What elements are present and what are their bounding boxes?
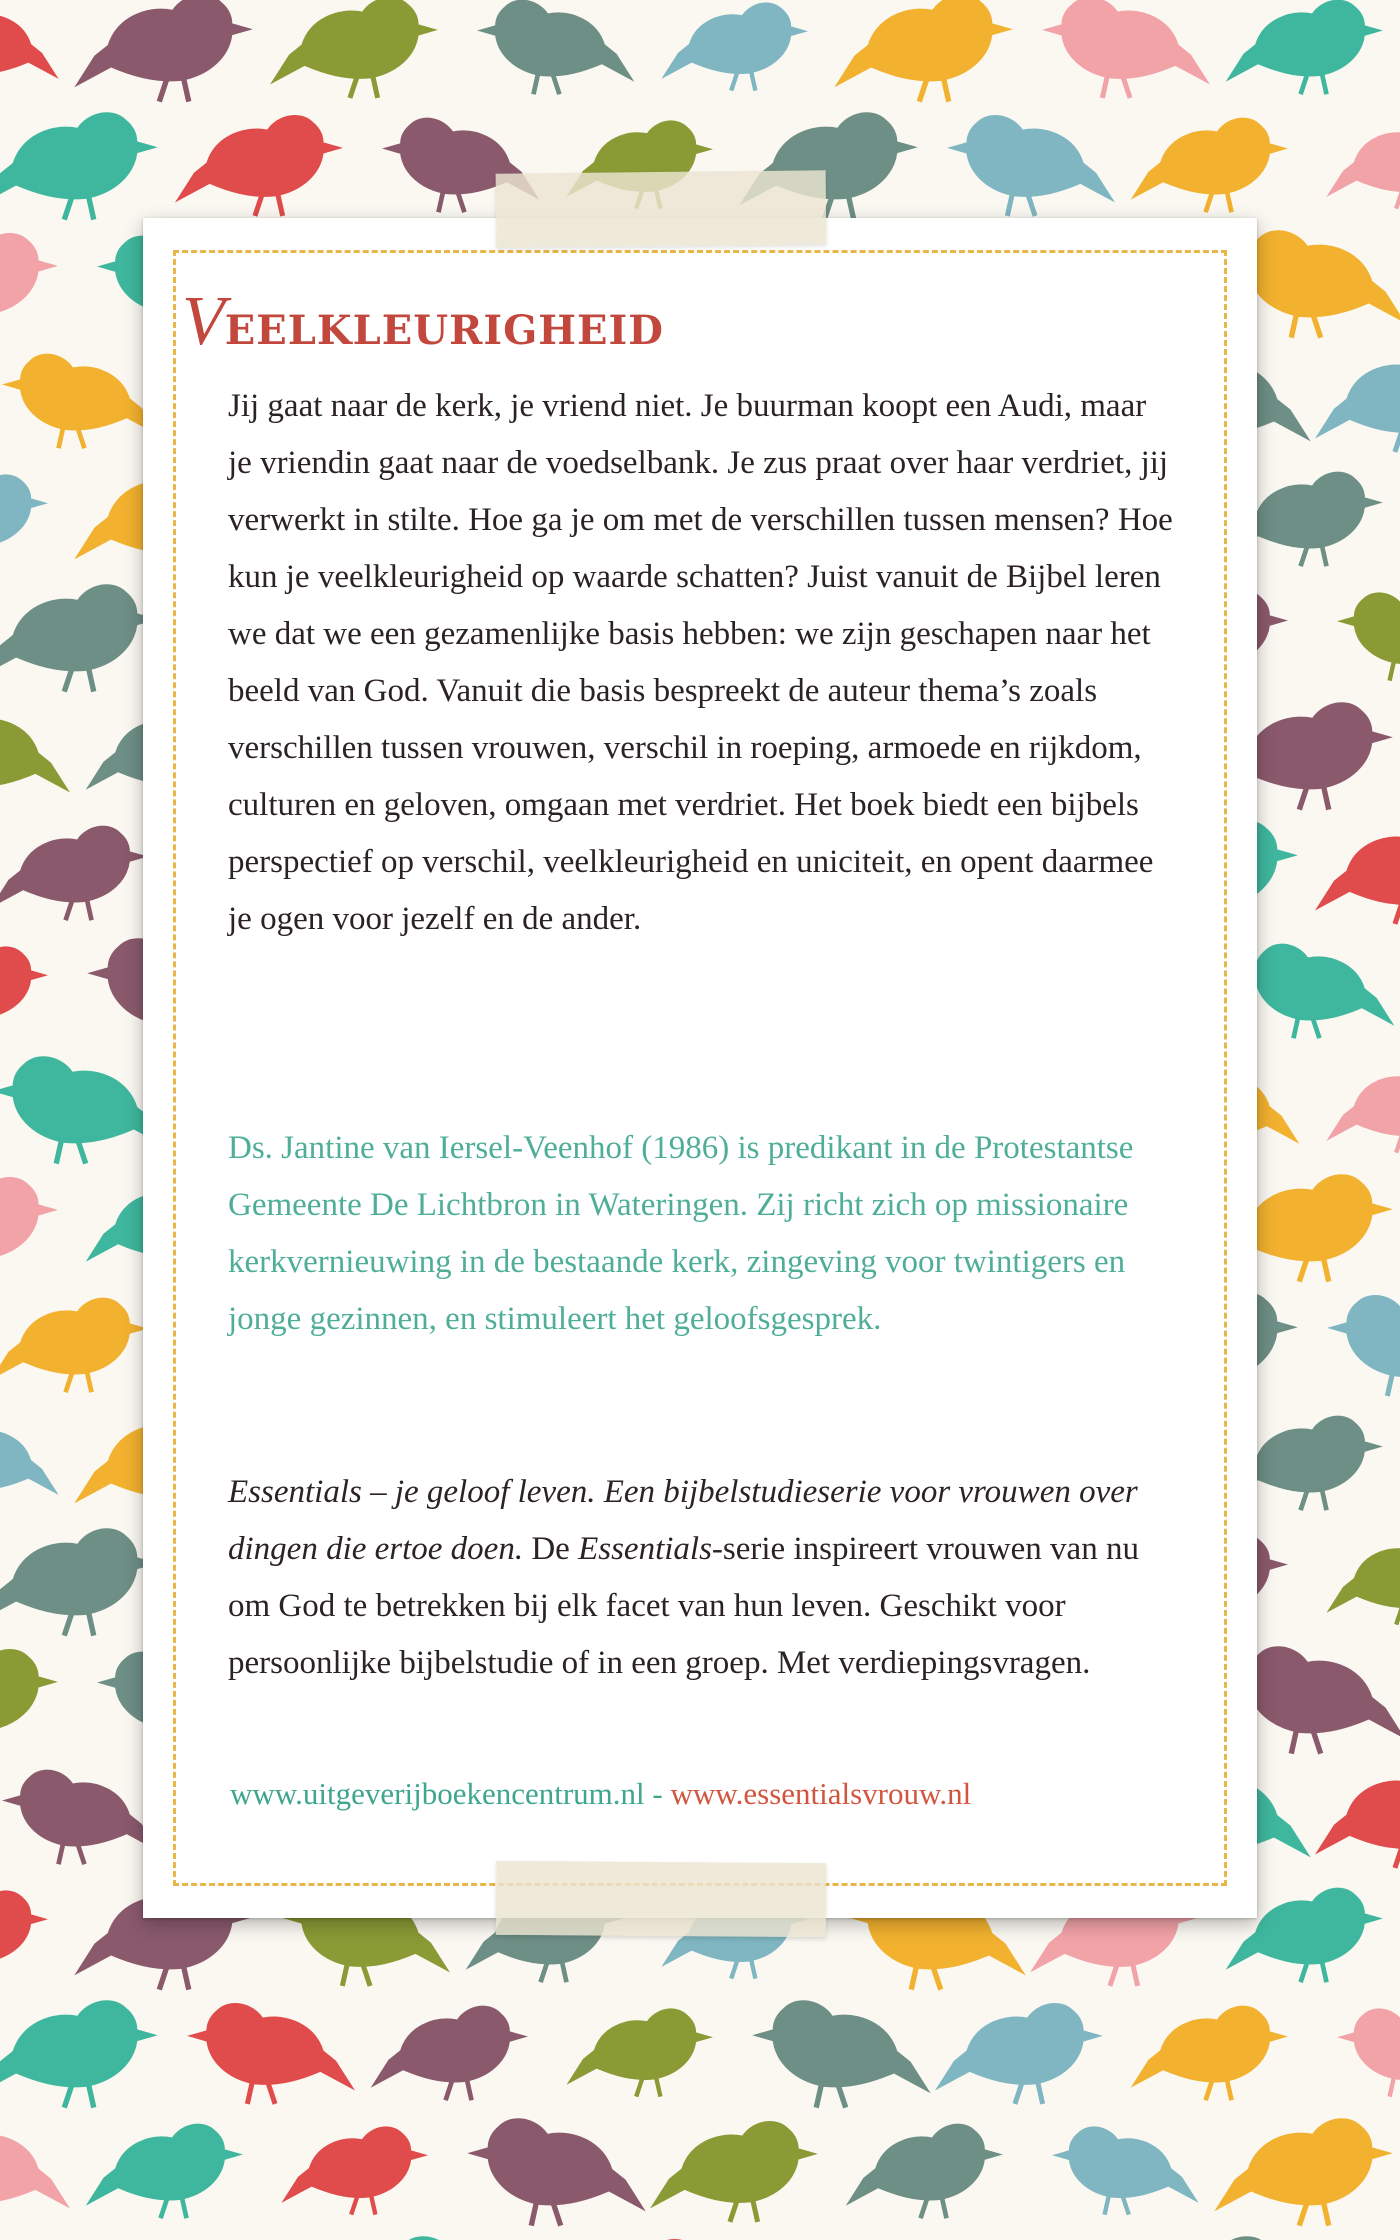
bird-icon	[1317, 352, 1400, 452]
bird-icon	[4, 354, 157, 448]
bird-icon	[1339, 2009, 1400, 2097]
bird-icon	[1317, 1768, 1400, 1868]
bird-icon	[0, 947, 46, 1035]
bird-icon	[0, 113, 155, 220]
bird-icon	[1339, 593, 1400, 681]
series-text-1: De	[523, 1531, 579, 1567]
bird-icon	[949, 116, 1113, 216]
bird-icon	[1239, 944, 1392, 1038]
bird-icon	[76, 0, 250, 102]
title	[182, 282, 664, 362]
bird-icon	[177, 116, 341, 216]
tape-strip-top	[496, 170, 827, 247]
bird-icon	[0, 2001, 155, 2108]
tape-strip-bottom	[496, 1861, 827, 1937]
bird-icon	[0, 475, 46, 563]
link-separator: -	[644, 1776, 671, 1811]
series-description	[228, 1464, 1178, 1692]
bird-icon	[1132, 118, 1285, 212]
series-tagline: Essentials – je geloof leven. Een bijbelstudieserie voor vrouwen over dingen die ertoe doen.	[228, 1474, 1138, 1567]
bird-icon	[1044, 0, 1208, 98]
bird-icon	[470, 2119, 644, 2226]
bird-icon	[0, 234, 56, 334]
bird-icon	[1216, 2119, 1390, 2226]
bird-icon	[1329, 1296, 1400, 1396]
bird-icon	[1132, 2006, 1285, 2100]
bird-icon	[1328, 1537, 1400, 1625]
title-initial: V	[182, 283, 225, 360]
bird-icon	[479, 0, 632, 94]
bird-icon	[0, 1298, 146, 1392]
bird-icon	[0, 826, 146, 920]
bird-icon	[937, 2004, 1101, 2104]
bird-icon	[0, 585, 155, 692]
bird-icon	[0, 2122, 68, 2222]
title-rest: EELKLEURIGHEID	[224, 307, 664, 354]
bird-icon	[0, 1650, 56, 1750]
bird-icon	[1054, 2127, 1197, 2215]
series-text-2: -serie inspireert vrouwen van nu om God te betrekken bij elk facet van hun leven. Geschikt voor persoonlijke bijbelstudie of in een groep. Met verdiepingsvragen.	[228, 1531, 1139, 1681]
bird-icon	[568, 2009, 711, 2097]
series-name: Essentials	[578, 1531, 712, 1567]
bird-icon	[1227, 0, 1380, 94]
bird-icon	[663, 3, 806, 91]
bird-icon	[0, 1419, 57, 1507]
author-bio: Ds. Jantine van Iersel-Veenhof (1986) is predikant in de Protestantse Gemeente De Lichtbron in Wateringen. Zij richt zich op missionaire kerkvernieuwing in de bestaande kerk, zingeving voor twintigers en jonge gezinnen, en stimuleert het geloofsgesprek.	[228, 1130, 1134, 1337]
bird-icon	[283, 2127, 426, 2215]
bird-icon	[87, 2124, 240, 2218]
bird-icon	[1328, 1065, 1400, 1153]
bird-icon	[189, 2004, 353, 2104]
description-paragraph: Jij gaat naar de kerk, je vriend niet. Je buurman koopt een Audi, maar je vriendin gaat naar de voedselbank. Je zus praat over haar verdriet, jij verwerkt in stilte. Hoe ga je om met de verschillen tussen mensen? Hoe kun je veelkleurigheid op waarde schatten? Juist vanuit de Bijbel leren we dat we een gezamenlijke basis hebben: we zijn geschapen naar het beeld van God. Vanuit die basis bespreekt de auteur thema’s zoals verschillen tussen vrouwen, verschil in roeping, armoede en rijkdom, culturen en geloven, omgaan met verdriet. Het boek biedt een bijbels perspectief op verschil, veelkleurigheid en uniciteit, en opent daarmee je ogen voor jezelf en de ander.	[228, 388, 1173, 937]
bird-icon	[0, 1891, 46, 1979]
bird-icon	[0, 1178, 56, 1278]
publisher-link[interactable]: www.uitgeverijboekencentrum.nl	[230, 1776, 645, 1811]
bird-icon	[1317, 824, 1400, 924]
bird-icon	[1328, 121, 1400, 209]
website-links	[230, 1776, 971, 1812]
bird-icon	[652, 2122, 816, 2222]
bird-icon	[0, 3, 57, 91]
bird-icon	[0, 706, 68, 806]
essentials-link[interactable]: www.essentialsvrouw.nl	[670, 1776, 972, 1811]
bird-icon	[836, 0, 1010, 102]
bird-icon	[372, 2006, 525, 2100]
bird-icon	[0, 1529, 155, 1636]
bird-icon	[755, 2001, 929, 2108]
bird-icon	[847, 2124, 1000, 2218]
bird-icon	[272, 0, 436, 98]
bird-icon	[4, 1770, 157, 1864]
